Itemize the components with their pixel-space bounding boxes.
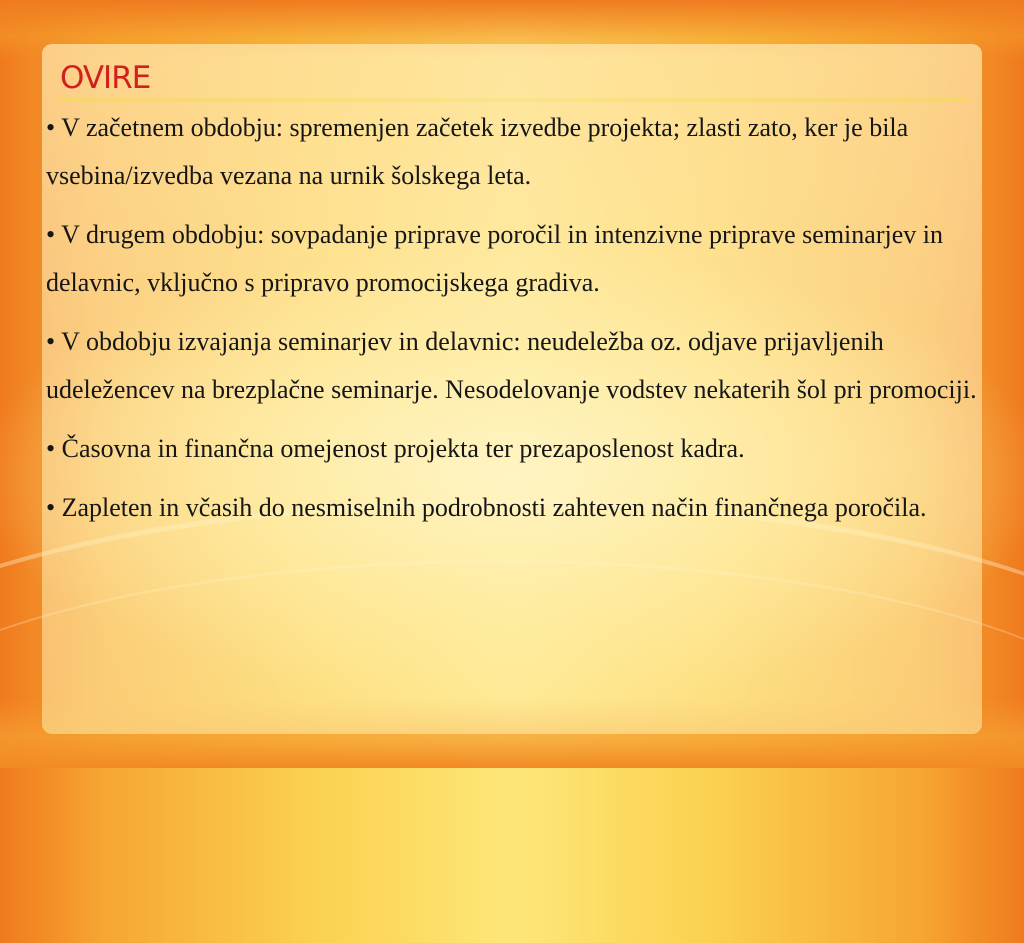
bullet-item: • Zapleten in včasih do nesmiselnih podrobnosti zahteven način finančnega poročila. — [46, 493, 927, 522]
bullet-list — [46, 104, 996, 543]
bullet-item: • V začetnem obdobju: spremenjen začetek izvedbe projekta; zlasti zato, ker je bila vsebina/izvedba vezana na urnik šolskega leta. — [46, 113, 909, 190]
slide-title: OVIRE — [60, 60, 151, 96]
bullet-item: • V obdobju izvajanja seminarjev in delavnic: neudeležba oz. odjave prijavljenih udeležencev na brezplačne seminarje. Nesodelovanje vodstev nekaterih šol pri promociji. — [46, 327, 977, 404]
bullet-item: • Časovna in finančna omejenost projekta ter prezaposlenost kadra. — [46, 434, 745, 463]
title-underline — [56, 98, 970, 102]
bullet-item: • V drugem obdobju: sovpadanje priprave poročil in intenzivne priprave seminarjev in delavnic, vključno s pripravo promocijskega gradiva. — [46, 220, 943, 297]
